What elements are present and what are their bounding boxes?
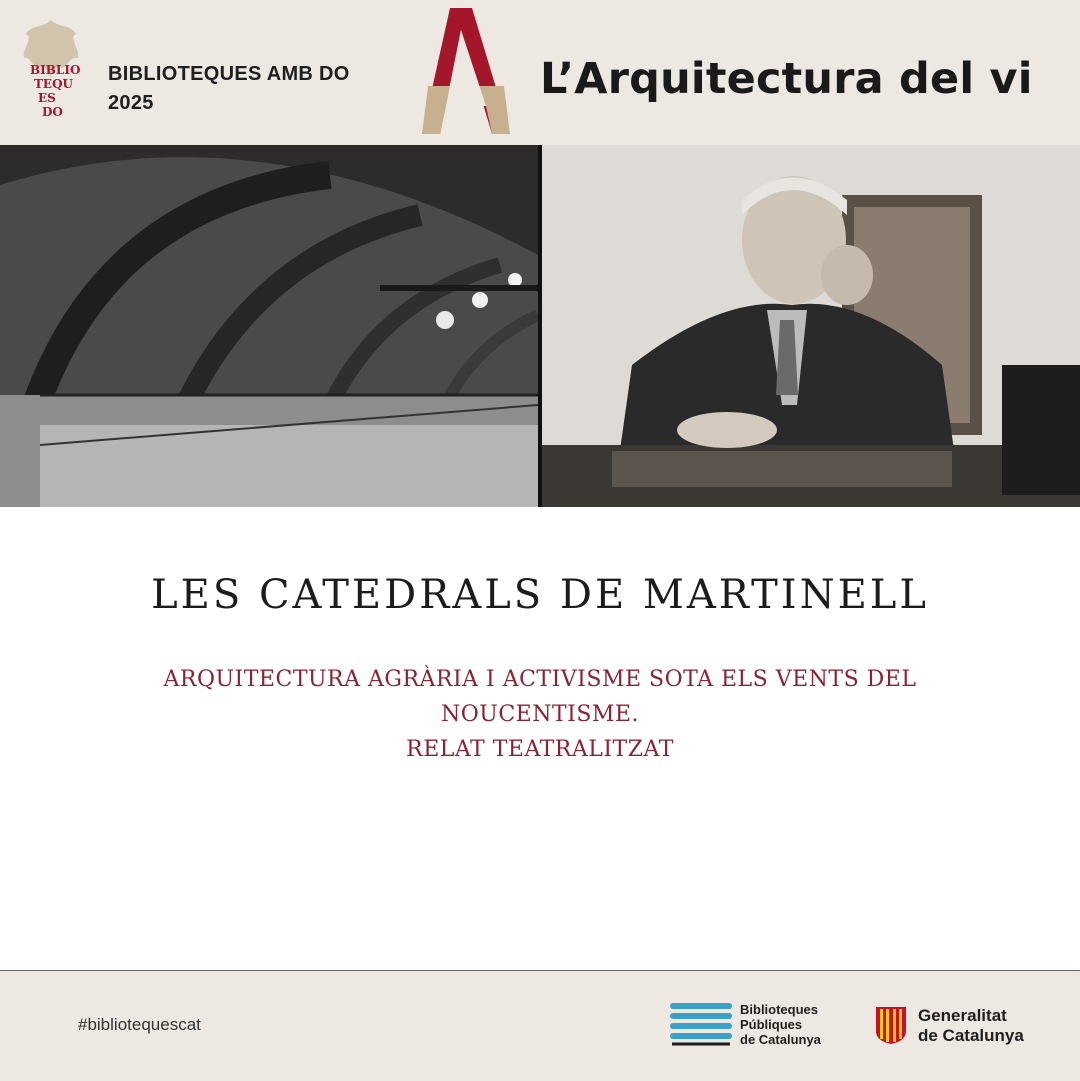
gen-line2: de Catalunya bbox=[918, 1026, 1024, 1045]
svg-text:DO: DO bbox=[42, 105, 63, 119]
portrait-photo bbox=[542, 145, 1080, 507]
subtitle-line2: NOUCENTISME. bbox=[441, 702, 639, 727]
series-title bbox=[108, 60, 350, 118]
series-title-line1: BIBLIOTEQUES AMB DO bbox=[108, 63, 350, 85]
bp-line1: Biblioteques bbox=[740, 1002, 819, 1017]
main-title: LES CATEDRALS DE MARTINELL bbox=[151, 572, 929, 618]
generalitat-text bbox=[918, 1006, 1024, 1046]
exhibit-title: L’Arquitectura del vi bbox=[540, 54, 1033, 104]
subtitle-line1: ARQUITECTURA AGRÀRIA I ACTIVISME SOTA ELS VENTS DEL bbox=[163, 667, 917, 692]
subtitle-line3: RELAT TEATRALITZAT bbox=[406, 737, 674, 762]
generalitat-emblem-icon bbox=[874, 1005, 908, 1045]
series-title-line2: 2025 bbox=[108, 92, 154, 114]
biblioteques-publiques-logo-icon bbox=[670, 1003, 732, 1047]
vine-leaf-logo-icon bbox=[18, 18, 84, 122]
hashtag-link[interactable]: #bibliotequescat bbox=[78, 1015, 201, 1034]
vaulted-arches-image bbox=[0, 145, 538, 507]
monogram-a-icon bbox=[420, 6, 512, 136]
subtitle bbox=[80, 662, 1000, 767]
svg-text:ES: ES bbox=[38, 91, 56, 105]
photo-strip bbox=[0, 145, 1080, 507]
winery-interior-photo bbox=[0, 145, 538, 507]
header-bar bbox=[0, 0, 1080, 145]
footer-bar bbox=[0, 970, 1080, 1081]
svg-text:BIBLIO: BIBLIO bbox=[30, 63, 81, 77]
man-at-desk-image bbox=[542, 145, 1080, 507]
bp-line3: de Catalunya bbox=[740, 1032, 821, 1047]
gen-line1: Generalitat bbox=[918, 1006, 1007, 1025]
bp-line2: Públiques bbox=[740, 1017, 803, 1032]
biblioteques-publiques-text bbox=[740, 1002, 821, 1047]
svg-text:TEQU: TEQU bbox=[34, 77, 73, 91]
